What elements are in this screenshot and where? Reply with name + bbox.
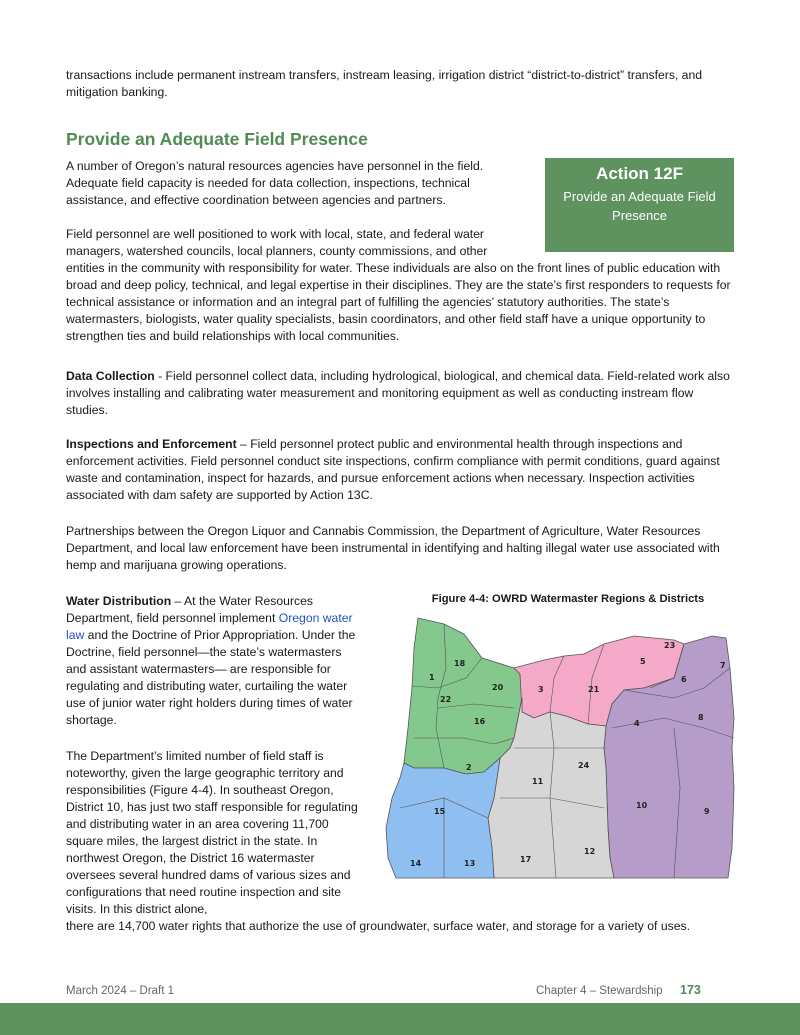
district-label-12: 12 — [584, 847, 596, 856]
district-label-4: 4 — [634, 719, 640, 728]
district-label-20: 20 — [492, 683, 504, 692]
action-subtitle: Provide an Adequate Field Presence — [563, 189, 716, 223]
district-label-14: 14 — [410, 859, 422, 868]
limited-staff-paragraph: The Department’s limited number of field staff is noteworthy, given the large geographic territory and responsibilities (Figure 4-4). In southeast Oregon, District 10, has just two staff responsible for regulating and distributing water in an area covering 11,700 square miles, the largest district in the state. In northwest Oregon, the District 16 watermaster oversees several hundred dams of various sizes and configurations that need routine inspection and site visits. In this district alone, — [66, 749, 358, 916]
district-label-18: 18 — [454, 659, 466, 668]
district-label-1: 1 — [429, 673, 435, 682]
water-distribution-text-2: and the Doctrine of Prior Appropriation. Under the Doctrine, field personnel—the state’s watermasters and assistant watermasters— are responsible for regulating and distributing water, curtailing the water use of junior water right holders during times of water shortage. — [66, 628, 356, 727]
district-label-13: 13 — [464, 859, 476, 868]
district-label-9: 9 — [704, 807, 710, 816]
water-distribution-text-1: – At the Water Resources Department, field personnel implement — [66, 594, 313, 625]
district-label-24: 24 — [578, 761, 590, 770]
oregon-water-law-link[interactable]: Oregon water law — [66, 611, 353, 642]
data-collection-text: - Field personnel collect data, including hydrological, biological, and chemical data. Field-related work also involves installing and calibrating water measurement and monitoring equipment as well as conducting instream flow studies. — [66, 369, 730, 417]
district-label-6: 6 — [681, 675, 687, 684]
watermaster-map — [374, 608, 746, 898]
intro-field-paragraph: A number of Oregon’s natural resources agencies have personnel in the field. Adequate field capacity is needed for data collection, inspections, technical assistance, and effective coordination between agencies and partners. — [66, 159, 484, 207]
district-label-3: 3 — [538, 685, 544, 694]
water-distribution-label: Water Distribution — [66, 594, 172, 608]
district-label-2: 2 — [466, 763, 472, 772]
footer-date: March 2024 – Draft 1 — [66, 985, 175, 997]
water-distribution-paragraph — [66, 593, 358, 729]
section-title: Provide an Adequate Field Presence — [66, 129, 368, 149]
district-label-10: 10 — [636, 801, 648, 810]
data-collection-label: Data Collection — [66, 369, 155, 383]
district-label-7: 7 — [720, 661, 726, 670]
district-label-17: 17 — [520, 855, 532, 864]
action-title: Action 12F — [596, 164, 683, 183]
district-label-16: 16 — [474, 717, 486, 726]
footer-bar — [0, 1003, 800, 1035]
district-label-21: 21 — [588, 685, 600, 694]
footer-chapter: Chapter 4 – Stewardship — [536, 985, 663, 997]
partnerships-paragraph: Partnerships between the Oregon Liquor and Cannabis Commission, the Department of Agriculture, Water Resources Department, and local law enforcement have been instrumental in identifying and halting illegal water use associated with hemp and marijuana growing operations. — [66, 524, 720, 572]
district-label-15: 15 — [434, 807, 446, 816]
inspections-text: – Field personnel protect public and environmental health through inspections and enforcement activities. Field personnel conduct site inspections, confirm compliance with permit conditions, guard against waste and contamination, inspect for hazards, and pursue enforcement actions when necessary. Inspection activities associated with dam safety are supported by Action 13C. — [66, 437, 720, 502]
figure-caption: Figure 4-4: OWRD Watermaster Regions & Districts — [431, 593, 705, 605]
field-presence-text — [66, 158, 732, 345]
page-number: 173 — [680, 983, 701, 997]
water-rights-line: there are 14,700 water rights that authorize the use of groundwater, surface water, and storage for a variety of uses. — [66, 919, 690, 933]
region-southwest — [386, 758, 500, 878]
region-northwest — [404, 618, 522, 774]
district-label-5: 5 — [640, 657, 646, 666]
inspections-paragraph — [66, 436, 732, 504]
district-label-23: 23 — [664, 641, 676, 650]
district-label-8: 8 — [698, 713, 704, 722]
field-personnel-paragraph: Field personnel are well positioned to work with local, state, and federal water managers, watershed councils, local planners, county commissions, and other entities in the community with responsibility for water. These individuals are also on the front lines of public education with broad and deep policy, technical, and legal expertise in their disciplines. They are the state’s first responders to requests for technical assistance or information and an integral part of fulfilling the agencies’ statutory authorities. The state’s watermasters, biologists, water quality specialists, basin coordinators, and other field staff have a unique opportunity to strengthen ties and build relationships with local communities. — [66, 227, 731, 343]
intro-paragraph: transactions include permanent instream transfers, instream leasing, irrigation district “district-to-district” transfers, and mitigation banking. — [66, 68, 703, 99]
data-collection-paragraph — [66, 368, 732, 419]
inspections-label: Inspections and Enforcement — [66, 437, 237, 451]
district-label-11: 11 — [532, 777, 544, 786]
district-label-22: 22 — [440, 695, 452, 704]
